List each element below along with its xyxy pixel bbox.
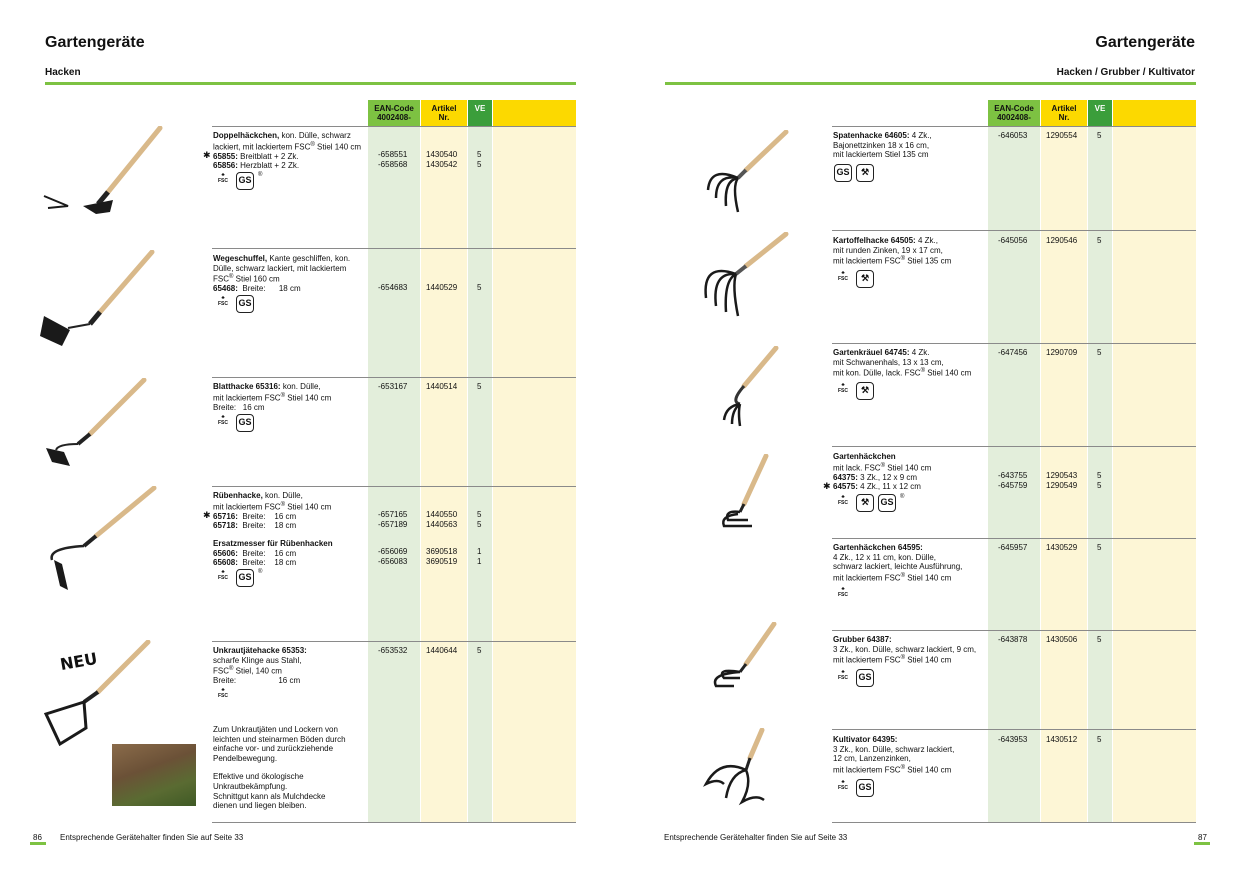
ean-value: -645056 (998, 236, 1028, 245)
cert-badges (834, 270, 874, 290)
product-wegeschuffel: Wegeschuffel, Kante geschliffen, kon. Dülle, schwarz lackiert, mit lackiertem FSC® Stiel 160 cm 65468: Breite: 18 cm (213, 254, 351, 294)
ean-value: -658551 -658568 (378, 150, 408, 169)
product-gartenhaeckchen-64595: Gartenhäckchen 64595: 4 Zk., 12 x 11 cm, kon. Dülle, schwarz lackiert, leichte Ausführung, mit lackiertem FSC® Stiel 140 cm (833, 543, 963, 583)
footer-text: Entsprechende Gerätehalter finden Sie auf Seite 33 (664, 833, 848, 842)
anvil-icon: ⚒ (856, 382, 874, 400)
article-value: 1430529 (1046, 543, 1078, 552)
cert-badges (834, 382, 874, 402)
small-hoe-image (700, 454, 790, 544)
row-divider (832, 446, 1196, 447)
ean-value: -643878 (998, 635, 1028, 644)
ve-value: 5 (477, 283, 482, 292)
gs-icon: GS (856, 779, 874, 797)
footer-text: Entsprechende Gerätehalter finden Sie auf Seite 33 (60, 833, 244, 842)
product-blatthacke: Blatthacke 65316: kon. Dülle, mit lackiertem FSC® Stiel 140 cm Breite: 16 cm (213, 382, 332, 412)
extra-column (493, 100, 576, 822)
ean-value: -643953 (998, 735, 1028, 744)
product-spatenhacke: Spatenhacke 64605: 4 Zk., Bajonettzinken 18 x 16 cm, mit lackiertem Stiel 135 cm (833, 131, 932, 160)
article-header: Artikel Nr. (421, 100, 467, 126)
cert-badges (214, 295, 254, 315)
garden-claw-image (700, 346, 790, 436)
ve-column (1088, 100, 1112, 822)
article-value: 1440529 (426, 283, 458, 292)
ve-value: 5 (477, 646, 482, 655)
row-divider (832, 729, 1196, 730)
new-label: NEU (58, 648, 99, 675)
fsc-icon: ♣ FSC (838, 270, 848, 282)
article-value: 1290543 1290549 (1046, 471, 1078, 490)
article-column (421, 100, 467, 822)
ean-value: -643755 -645759 (998, 471, 1028, 490)
fsc-icon: ♣ FSC (838, 779, 848, 791)
fsc-icon: ♣ FSC (218, 414, 228, 426)
row-divider (212, 126, 576, 127)
ean-header: EAN-Code 4002408- (988, 100, 1040, 126)
article-value: 1430540 1430542 (426, 150, 458, 169)
row-divider (212, 248, 576, 249)
gs-icon: GS (236, 295, 254, 313)
path-hoe-image (38, 250, 168, 350)
header-rule (45, 82, 576, 85)
weeding-hoe-image (38, 640, 168, 750)
product-info-text: Zum Unkrautjäten und Lockern von leichten und steinarmen Böden durch einfache vor- und zurückziehende Pendelbewegung. Effektive und ökologische Unkrautbekämpfung. Schnittgut kann als Mulchdecke dienen und liegen bleiben. (213, 725, 346, 811)
article-value: 1440514 (426, 382, 458, 391)
cert-badges (834, 669, 874, 689)
product-kultivator: Kultivator 64395: 3 Zk., kon. Dülle, schwarz lackiert, 12 cm, Lanzenzinken, mit lackiertem FSC® Stiel 140 cm (833, 735, 955, 775)
potato-hoe-image (700, 232, 790, 322)
row-divider (832, 230, 1196, 231)
article-value: 1440550 1440563 (426, 510, 458, 529)
article-value: 1290709 (1046, 348, 1078, 357)
page-number: 86 (33, 833, 42, 842)
anvil-icon: ⚒ (856, 270, 874, 288)
anvil-icon: ⚒ (856, 494, 874, 512)
ean-value: -654683 (378, 283, 408, 292)
ve-header: VE (1088, 100, 1112, 126)
right-page (620, 0, 1240, 876)
product-kartoffelhacke: Kartoffelhacke 64505: 4 Zk., mit runden Zinken, 19 x 17 cm, mit lackiertem FSC® Stiel 135 cm (833, 236, 952, 266)
product-grubber: Grubber 64387: 3 Zk., kon. Dülle, schwarz lackiert, 9 cm, mit lackiertem FSC® Stiel 140 cm (833, 635, 977, 665)
gs-icon: GS (878, 494, 896, 512)
row-divider (212, 486, 576, 487)
ean-value: -646053 (998, 131, 1028, 140)
ve-value: 5 (1097, 131, 1102, 140)
ean-value: -657165 -657189 (378, 510, 408, 529)
leaf-hoe-image (38, 378, 168, 473)
ve-header: VE (468, 100, 492, 126)
anvil-icon: ⚒ (856, 164, 874, 182)
extra-column (1113, 100, 1196, 822)
fsc-icon: ♣ FSC (838, 586, 848, 598)
ean-value: -647456 (998, 348, 1028, 357)
product-doppelhaeckchen: Doppelhäckchen, kon. Dülle, schwarz lackiert, mit lackiertem FSC® Stiel 140 cm 65855: Breitblatt + 2 Zk. 65856: Herzblatt + 2 Zk. (213, 131, 362, 171)
cert-badges (214, 414, 254, 434)
extra-header (493, 100, 576, 126)
section-title: Hacken / Grubber / Kultivator (1056, 67, 1195, 78)
article-header: Artikel Nr. (1041, 100, 1087, 126)
ve-value: 5 (1097, 236, 1102, 245)
star-marker: ✱ (203, 150, 211, 160)
ve-value: 5 (1097, 635, 1102, 644)
fsc-icon: ♣ FSC (218, 295, 228, 307)
ean-header: EAN-Code 4002408- (368, 100, 420, 126)
article-value: 1430512 (1046, 735, 1078, 744)
extra-header (1113, 100, 1196, 126)
product-ruebenhacke: Rübenhacke, kon. Dülle, mit lackiertem FSC® Stiel 140 cm 65716: Breite: 16 cm 65718: Breite: 18 cm Ersatzmesser für Rübenhacken 65606: Breite: 16 cm 65608: Breite: 18 cm (213, 491, 333, 568)
cultivator-image (700, 728, 790, 818)
cert-badges (834, 164, 874, 182)
row-divider (832, 630, 1196, 631)
section-title: Hacken (45, 67, 81, 78)
cert-badges (214, 687, 232, 707)
gs-icon: GS (236, 569, 254, 587)
article-column (1041, 100, 1087, 822)
cert-badges (834, 586, 852, 606)
ean-value: -656069 -656083 (378, 547, 408, 566)
cultivator-grubber-image (700, 622, 790, 712)
article-value: 3690518 3690519 (426, 547, 458, 566)
fsc-icon: ♣ FSC (218, 687, 228, 699)
ve-value: 1 1 (477, 547, 482, 566)
fsc-icon: ♣ FSC (218, 172, 228, 184)
ean-value: -653532 (378, 646, 408, 655)
ean-column (988, 100, 1040, 822)
ean-value: -653167 (378, 382, 408, 391)
cert-badges (834, 779, 874, 799)
article-value: 1430506 (1046, 635, 1078, 644)
double-hoe-image (38, 126, 168, 216)
row-divider (212, 641, 576, 642)
star-marker: ✱ (823, 481, 831, 491)
cert-badges: ♣ FSC GS ® (214, 569, 262, 589)
product-gartenhaeckchen: Gartenhäckchen mit lack. FSC® Stiel 140 cm 64375: 3 Zk., 12 x 9 cm 64575: 4 Zk., 11 x 12 cm (833, 452, 932, 492)
row-divider (832, 126, 1196, 127)
row-divider (832, 343, 1196, 344)
fsc-icon: ♣ FSC (838, 494, 848, 506)
product-gartenkraeuel: Gartenkräuel 64745: 4 Zk. mit Schwanenhals, 13 x 13 cm, mit kon. Dülle, lack. FSC® Stiel 140 cm (833, 348, 972, 378)
gs-icon: GS (236, 172, 254, 190)
ve-value: 5 (1097, 543, 1102, 552)
article-value: 1290546 (1046, 236, 1078, 245)
cert-badges: ♣ FSC GS ® (214, 172, 262, 192)
ve-value: 5 (1097, 735, 1102, 744)
fsc-icon: ♣ FSC (838, 382, 848, 394)
spade-hoe-image (700, 130, 790, 220)
ve-value: 5 5 (1097, 471, 1102, 490)
ve-column (468, 100, 492, 822)
ve-value: 5 5 (477, 150, 482, 169)
fsc-icon: ♣ FSC (838, 669, 848, 681)
article-value: 1440644 (426, 646, 458, 655)
page-title: Gartengeräte (45, 34, 145, 51)
ve-value: 5 5 (477, 510, 482, 529)
product-unkrautjaetehacke: Unkrautjätehacke 65353: scharfe Klinge aus Stahl, FSC® Stiel, 140 cm Breite: 16 cm (213, 646, 307, 686)
star-marker: ✱ (203, 510, 211, 520)
ean-value: -645957 (998, 543, 1028, 552)
weeding-photo (112, 744, 196, 806)
article-value: 1290554 (1046, 131, 1078, 140)
gs-icon: GS (236, 414, 254, 432)
page-number: 87 (1198, 833, 1207, 842)
row-divider (212, 377, 576, 378)
cert-badges: ♣ FSC ⚒ GS ® (834, 494, 904, 514)
beet-hoe-image (38, 486, 168, 596)
fsc-icon: ♣ FSC (218, 569, 228, 581)
ve-value: 5 (477, 382, 482, 391)
header-rule (665, 82, 1196, 85)
footer-bar (30, 842, 46, 845)
row-divider (832, 822, 1196, 823)
footer-bar (1194, 842, 1210, 845)
ve-value: 5 (1097, 348, 1102, 357)
ean-column (368, 100, 420, 822)
row-divider (212, 822, 576, 823)
gs-icon: GS (834, 164, 852, 182)
gs-icon: GS (856, 669, 874, 687)
page-title: Gartengeräte (1095, 34, 1195, 51)
row-divider (832, 538, 1196, 539)
